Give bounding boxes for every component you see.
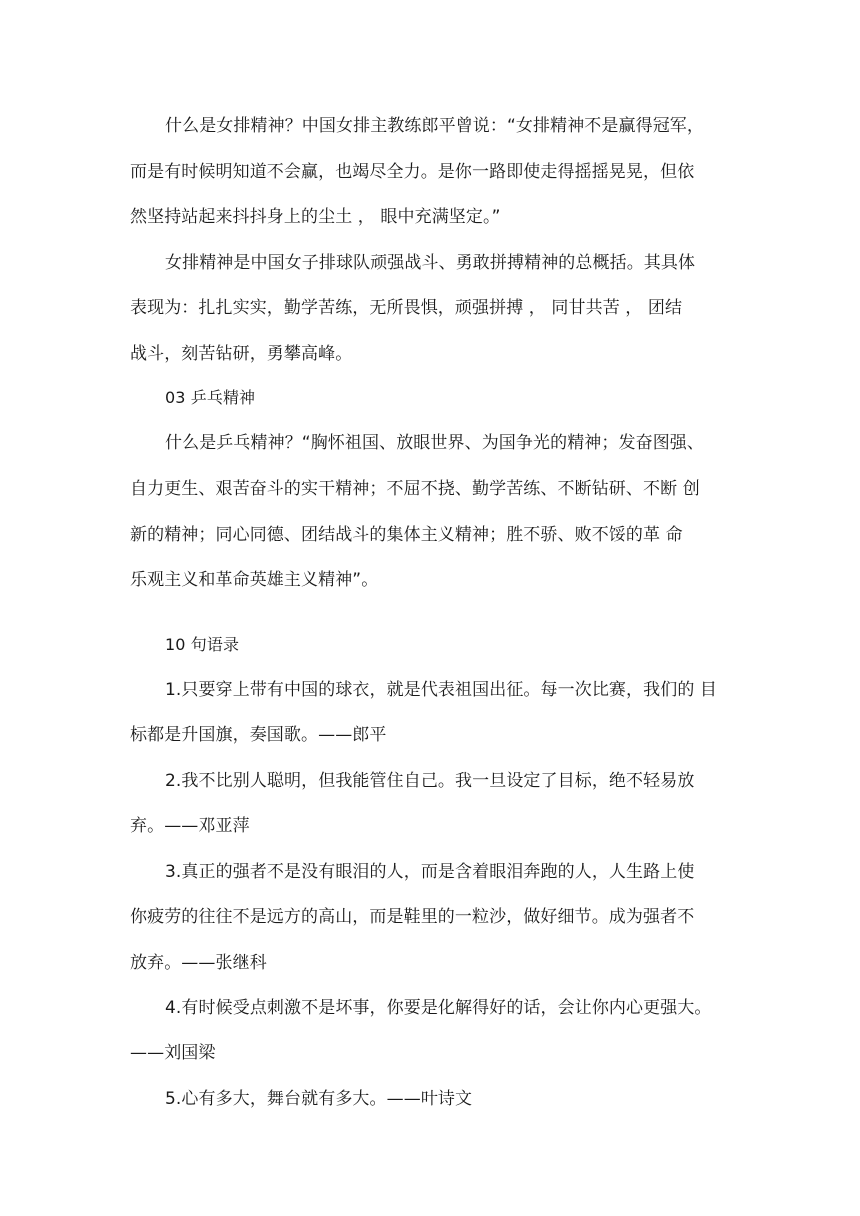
- quote-2-line1: 2.我不比别人聪明，但我能管住自己。我一旦设定了目标，绝不轻易放: [165, 771, 695, 791]
- volleyball-para2-line2: 表现为：扎扎实实，勤学苦练，无所畏惧，顽强拼搏 ， 同甘共苦 ， 团结: [130, 298, 683, 318]
- pingpong-para-line3: 新的精神；同心同德、团结战斗的集体主义精神；胜不骄、败不馁的革 命: [130, 525, 683, 545]
- volleyball-para1-line1: 什么是女排精神？中国女排主教练郎平曾说：“女排精神不是赢得冠军，: [165, 116, 705, 136]
- volleyball-para1-line2: 而是有时候明知道不会赢，也竭尽全力。是你一路即使走得摇摇晃晃，但依: [130, 162, 695, 182]
- volleyball-para2-line1: 女排精神是中国女子排球队顽强战斗、勇敢拼搏精神的总概括。其具体: [165, 253, 696, 273]
- pingpong-para-line1: 什么是乒乓精神？“胸怀祖国、放眼世界、为国争光的精神；发奋图强、: [165, 433, 705, 453]
- quote-5-line1: 5.心有多大，舞台就有多大。——叶诗文: [165, 1089, 473, 1109]
- quote-4-line1: 4.有时候受点刺激不是坏事，你要是化解得好的话，会让你内心更强大。: [165, 998, 712, 1018]
- pingpong-para-line2: 自力更生、艰苦奋斗的实干精神；不屈不挠、勤学苦练、不断钻研、不断 创: [130, 479, 700, 499]
- quote-1-line1: 1.只要穿上带有中国的球衣，就是代表祖国出征。每一次比赛，我们的 目: [165, 680, 718, 700]
- quote-3-line3: 放弃。——张继科: [130, 953, 267, 973]
- volleyball-para2-line3: 战斗，刻苦钻研，勇攀高峰。: [130, 344, 353, 364]
- quote-2-line2: 弃。——邓亚萍: [130, 816, 250, 836]
- quote-3-line1: 3.真正的强者不是没有眼泪的人，而是含着眼泪奔跑的人，人生路上使: [165, 862, 695, 882]
- quote-1-line2: 标都是升国旗，奏国歌。——郎平: [130, 725, 387, 745]
- pingpong-heading: 03 乒乓精神: [165, 388, 256, 407]
- quote-4-line2: ——刘国梁: [130, 1043, 216, 1063]
- pingpong-para-line4: 乐观主义和革命英雄主义精神”。: [130, 570, 379, 590]
- volleyball-para1-line3: 然坚持站起来抖抖身上的尘土 ， 眼中充满坚定。”: [130, 207, 501, 227]
- quotes-heading: 10 句语录: [165, 635, 240, 654]
- quote-3-line2: 你疲劳的往往不是远方的高山，而是鞋里的一粒沙，做好细节。成为强者不: [130, 907, 695, 927]
